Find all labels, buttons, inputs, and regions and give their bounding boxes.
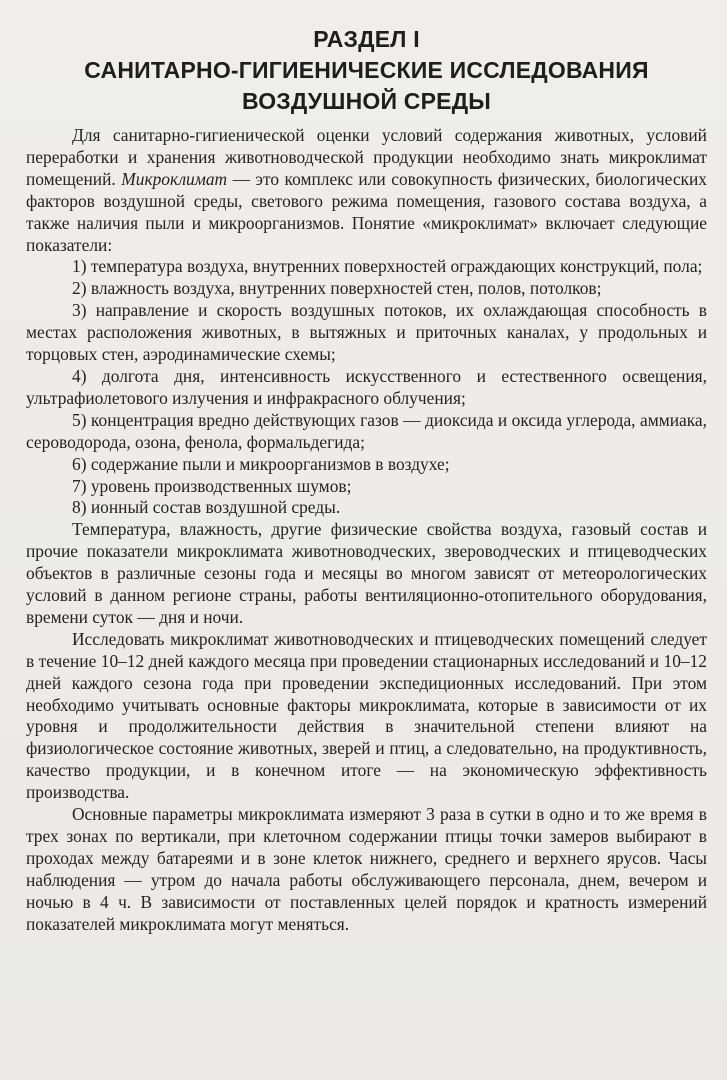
paragraph-research-schedule: Исследовать микроклимат животноводческих и птицеводческих помещений следует в течение 10–12 дней каждого месяца при проведении стационарных исследований и 10–12 дней каждого сезона года при проведении экспедиционных исследований. При этом необходимо учитывать основные факторы микроклимата, которые в зависимости от их уровня и продолжительности действия в значительной степени влияют на физиологическое состояние животных, зверей и птиц, а следовательно, на продуктивность, качество продукции, и в конечном итоге — на экономическую эффективность производства. xyxy=(26,628,707,803)
section-heading xyxy=(26,24,707,117)
paragraph-measurement-procedure: Основные параметры микроклимата измеряют 3 раза в сутки в одно и то же время в трех зонах по вертикали, при клеточном содержании птицы точки замеров выбирают в проходах между батареями и в зоне клеток нижнего, среднего и верхнего ярусов. Часы наблюдения — утром до начала работы обслуживающего персонала, днем, вечером и ночью в 4 ч. В зависимости от поставленных целей порядок и кратность измерений показателей микроклимата могут меняться. xyxy=(26,804,707,934)
intro-paragraph xyxy=(26,125,707,256)
indicator-item-3: 3) направление и скорость воздушных потоков, их охлаждающая способность в местах расположения животных, в вытяжных и приточных каналах, у продольных и торцовых стен, аэродинамические схемы; xyxy=(26,300,707,365)
indicator-item-5: 5) концентрация вредно действующих газов — диоксида и оксида углерода, аммиака, сероводорода, озона, фенола, формальдегида; xyxy=(26,409,707,452)
paragraph-seasonal-factors: Температура, влажность, другие физические свойства воздуха, газовый состав и прочие показатели микроклимата животноводческих, звероводческих и птицеводческих объектов в различные сезоны года и месяцы во многом зависят от метеорологических условий в данном регионе страны, работы вентиляционно-отопительного оборудования, времени суток — дня и ночи. xyxy=(26,519,707,627)
section-title-line-1: САНИТАРНО-ГИГИЕНИЧЕСКИЕ ИССЛЕДОВАНИЯ xyxy=(84,57,649,83)
indicator-item-2: 2) влажность воздуха, внутренних поверхностей стен, полов, потолков; xyxy=(72,278,602,299)
indicator-item-1: 1) температура воздуха, внутренних поверхностей ограждающих конструкций, пола; xyxy=(72,256,703,277)
indicator-item-7: 7) уровень производственных шумов; xyxy=(72,475,352,496)
section-number: РАЗДЕЛ I xyxy=(313,26,420,52)
indicator-item-4: 4) долгота дня, интенсивность искусственного и естественного освещения, ультрафиолетового излучения и инфракрасного облучения; xyxy=(26,365,707,408)
body-text xyxy=(26,125,707,936)
intro-term: Микроклимат xyxy=(121,168,228,189)
section-title-line-2: ВОЗДУШНОЙ СРЕДЫ xyxy=(241,88,492,114)
indicator-item-6: 6) содержание пыли и микроорганизмов в воздухе; xyxy=(72,453,450,474)
intro-text-part-2: — это комплекс или совокупность физических, биологических факторов воздушной среды, светового режима помещения, газового состава воздуха, а также наличия пыли и микроорганизмов. Понятие «микроклимат» включает следующие показатели: xyxy=(26,168,707,255)
indicator-item-8: 8) ионный состав воздушной среды. xyxy=(72,497,341,518)
intro-text-part-1: Для санитарно-гигиенической оценки условий содержания животных, условий переработки и хранения животноводческой продукции необходимо знать микроклимат помещений. xyxy=(26,125,707,189)
